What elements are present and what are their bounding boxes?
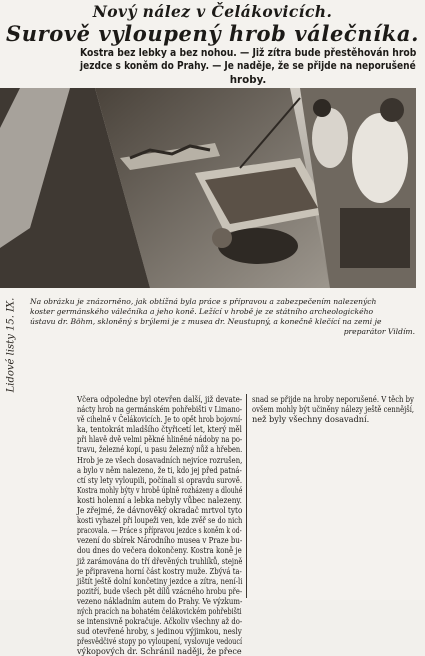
article-column-2 (252, 394, 414, 424)
text-line: výkopových dr. Schránil naději, že přece (77, 646, 242, 656)
text-line: Je zřejmé, že dávnověký okradač mrtvol tyto (77, 505, 243, 516)
subhead-line: Kostra bez lebky a bez nohou. — Již zítra bude přestěhován hrob (80, 47, 417, 59)
text-line: ných pracích na bohatém čelákovickém pohřebišti (77, 605, 242, 616)
text-line: kosti vyhazel při loupeži ven, kde zvěř se do nich (77, 515, 243, 526)
text-line: jištít ještě dolní končetiny jezdce a zítra, není-li (77, 575, 243, 586)
photo-caption (30, 297, 415, 337)
text-line: dou dnes do večera dokončeny. Kostra koně je (77, 545, 242, 556)
subhead (80, 47, 416, 87)
text-line: než byly všechny dosavadní. (252, 414, 370, 425)
text-line: ovšem mohly být učiněny nálezy ještě cennější, (252, 404, 415, 415)
photo-graphic (0, 88, 416, 288)
caption-line: koster germánského válečníka a jeho koně. Ležící v hrobě je ze státního archeologického (30, 307, 374, 317)
text-line: snad se přijde na hroby neporušené. V těch by (252, 394, 414, 404)
excavation-photo (0, 88, 416, 288)
text-line: při hlavě dvě velmi pěkné hliněné nádoby na po- (77, 434, 243, 445)
text-line: nácty hrob na germánském pohřebišti v Limano- (77, 404, 242, 415)
text-line: sud otevřené hroby, s jedinou výjimkou, nesly (77, 626, 242, 637)
headline: Surově vyloupený hrob válečníka. (5, 21, 420, 46)
kicker: Nový nález v Čelákovicích. (92, 2, 333, 21)
text-line: vezení do sbírek Národního musea v Praze bu- (77, 535, 243, 546)
kneeling-man-shirt (352, 113, 408, 203)
text-line: vě cihelně v Čelákovicích. Je to opět hrob bojovní- (77, 414, 243, 425)
text-line: přesvědčivé stopy po vyloupení, vyslovuje vedoucí (77, 636, 243, 647)
text-line: je připravena horní část kostry muže. Zbývá ta- (77, 565, 242, 576)
text-line: se intensivně pokračuje. Ačkoliv všechny až do- (77, 616, 243, 627)
text-line: travu, železné kopí, u pasu železný nůž a hřeben. (77, 444, 243, 455)
handwritten-date-stamp (0, 290, 32, 400)
trousers (340, 208, 410, 268)
article-column-1 (77, 394, 242, 656)
caption-line: ústavu dr. Böhm, skloněný s brýlemi je z musea dr. Neustupný, a konečně klečící na zemi je (30, 317, 382, 327)
caption-line: Na obrázku je znázorněno, jak obtížná byla práce s přípravou a zabezpečením nalezených (30, 297, 377, 306)
text-line: Hrob je ze všech dosavadních nejvíce rozrušen, (77, 454, 243, 465)
lying-man-head (212, 228, 232, 248)
bending-man (312, 108, 348, 168)
caption-line: preparátor Vildím. (343, 327, 415, 337)
text-line: ka, tentokrát mladšího čtyřicetí let, který měl (77, 424, 242, 435)
subhead-line: hroby. (229, 73, 267, 86)
kneeling-man-head (380, 98, 404, 122)
column-divider (246, 394, 247, 598)
subhead-line: jezdce s koněm do Prahy. — Je naděje, že se přijde na neporušené (80, 60, 416, 73)
text-line: Kostra mohly býty v hrobě úplně rozházeny a dlouhé (77, 484, 243, 495)
text-line: již zarámována do tří dřevěných truhlíků, stejně (77, 555, 243, 566)
stamp-text: Lidové listy 15. IX. (5, 297, 17, 393)
text-line: pracovala. — Práce s přípravou jezdce s koněm k od- (77, 525, 242, 536)
text-line: a bylo v něm nalezeno, že ti, kdo jej před patná- (77, 464, 242, 475)
text-line: ctí sty lety vyloupili, počínali si opravdu surově. (77, 474, 242, 485)
bending-man-head (313, 99, 331, 117)
text-line: vezeno nákladním autem do Prahy. Ve výzkum- (77, 595, 243, 606)
text-line: Včera odpoledne byl otevřen další, již devate- (77, 394, 243, 404)
text-line: pozitří, bude všech pět dílů vzácného hrobu pře- (77, 585, 243, 596)
text-line: kosti holenní a lebka nebyly vůbec nalezeny. (77, 494, 242, 505)
